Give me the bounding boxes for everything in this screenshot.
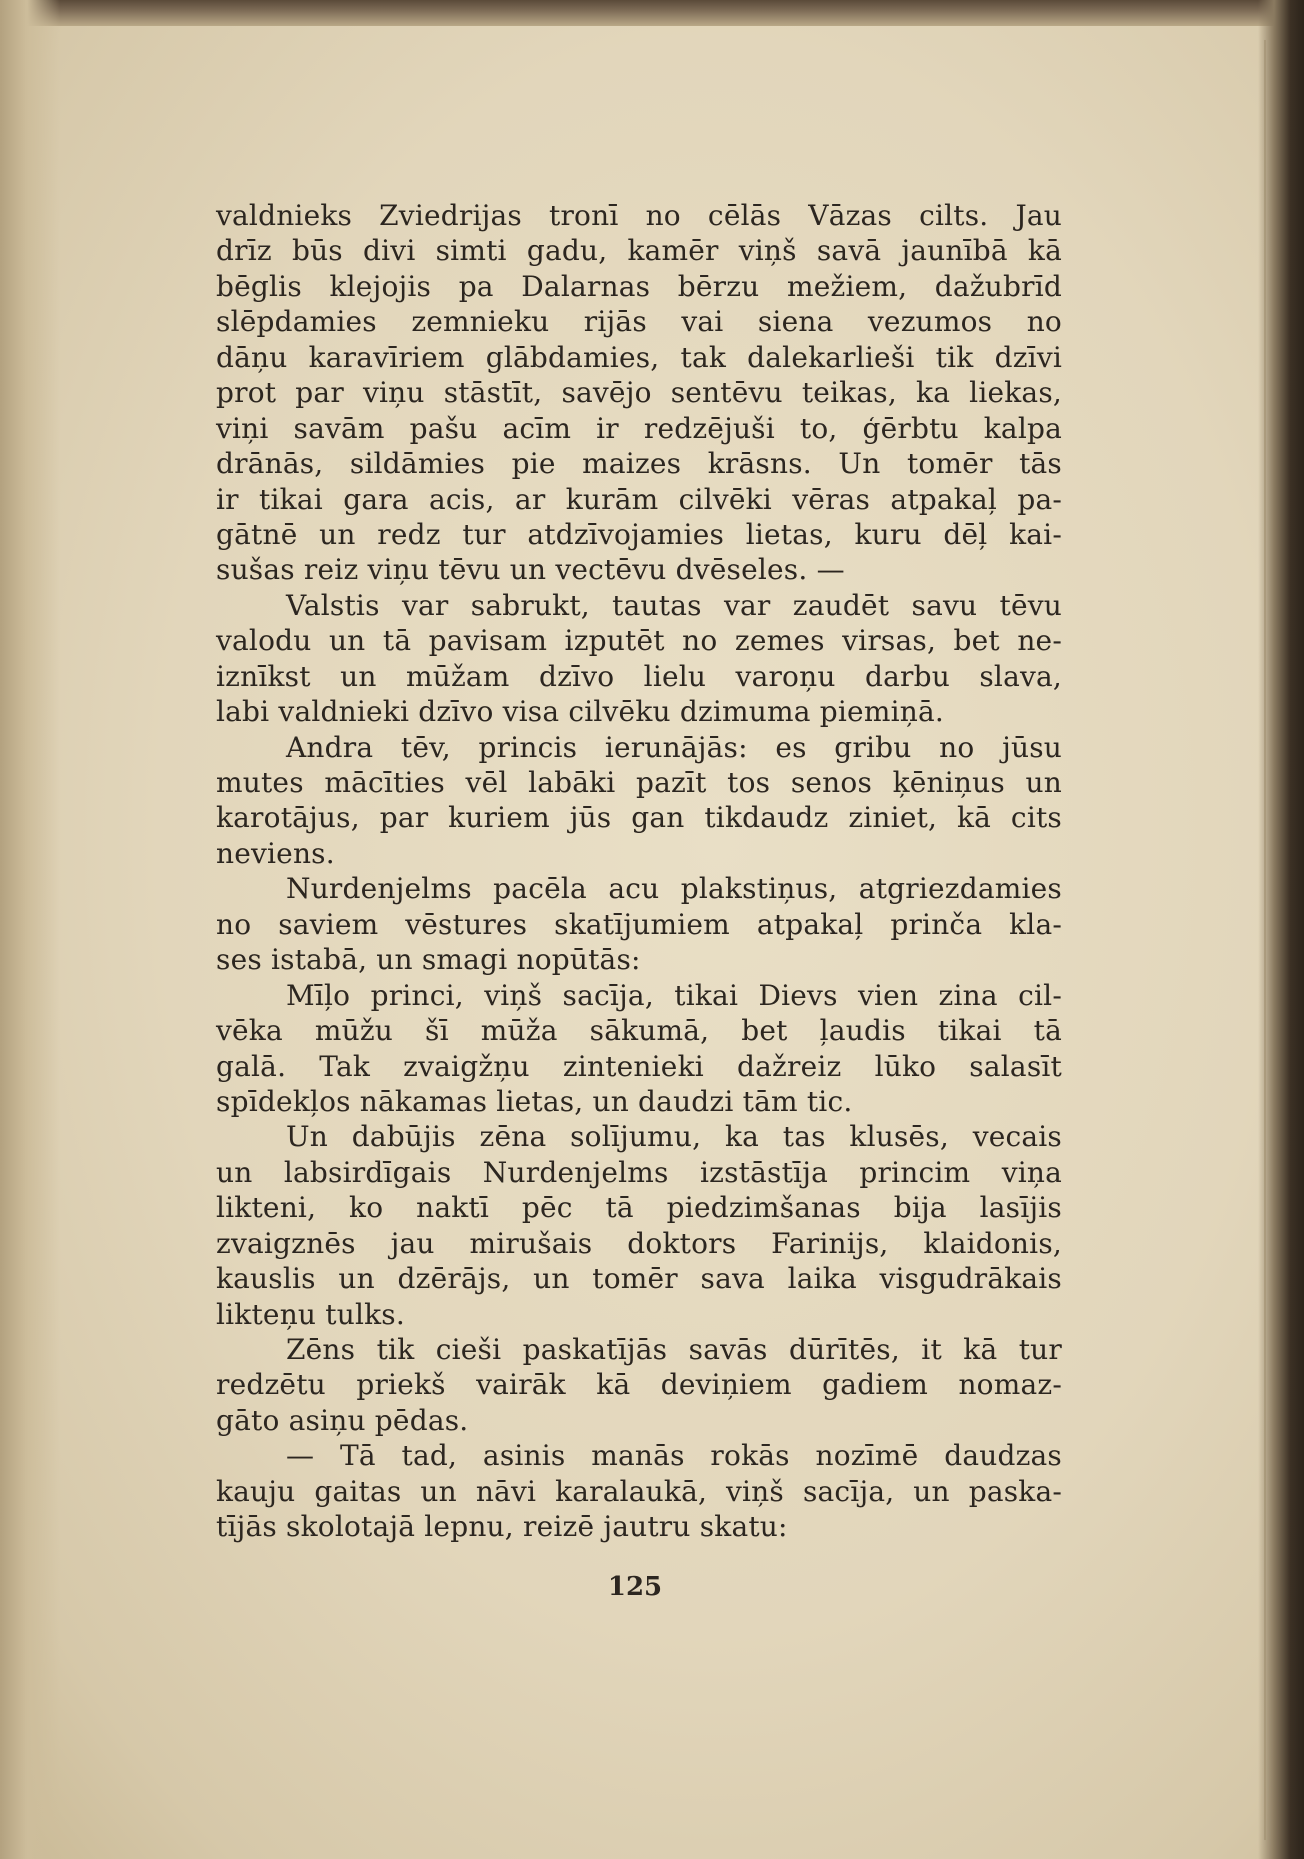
text-line: zvaigznēs jau mirušais doktors Farinijs, klaidonis, xyxy=(216,1226,1062,1260)
text-line: kauslis un dzērājs, un tomēr sava laika visgudrākais xyxy=(216,1262,1062,1296)
text-line: Valstis var sabrukt, tautas var zaudēt savu tēvu xyxy=(286,588,1062,622)
text-line: gātnē un redz tur atdzīvojamies lietas, kuru dēļ kai- xyxy=(216,517,1062,551)
page-number: 125 xyxy=(607,1572,663,1602)
text-line: Andra tēv, princis ierunājās: es gribu no jūsu xyxy=(286,730,1062,764)
text-line: tījās skolotajā lepnu, reizē jautru skatu: xyxy=(216,1510,788,1544)
text-line: Un dabūjis zēna solījumu, ka tas klusēs, vecais xyxy=(286,1120,1062,1154)
text-line: ses istabā, un smagi nopūtās: xyxy=(216,943,641,977)
text-line: likteņu tulks. xyxy=(216,1297,405,1331)
text-line: viņi savām pašu acīm ir redzējuši to, ģērbtu kalpa xyxy=(216,411,1062,445)
text-line: vēka mūžu šī mūža sākumā, bet ļaudis tikai tā xyxy=(216,1014,1062,1048)
page-top-edge xyxy=(0,0,1304,26)
text-line: drīz būs divi simti gadu, kamēr viņš savā jaunībā kā xyxy=(216,234,1062,268)
text-line: gāto asiņu pēdas. xyxy=(216,1403,469,1437)
text-line: un labsirdīgais Nurdenjelms izstāstīja princim viņa xyxy=(216,1155,1062,1189)
text-line: Mīļo princi, viņš sacīja, tikai Dievs vien zina cil- xyxy=(286,978,1062,1012)
text-line: ir tikai gara acis, ar kurām cilvēki vēras atpakaļ pa- xyxy=(216,482,1062,516)
text-line: kauju gaitas un nāvi karalaukā, viņš sacīja, un paska- xyxy=(216,1474,1062,1508)
text-line: iznīkst un mūžam dzīvo lielu varoņu darbu slava, xyxy=(216,659,1062,693)
text-line: sušas reiz viņu tēvu un vectēvu dvēseles. — xyxy=(216,553,845,587)
text-line: likteni, ko naktī pēc tā piedzimšanas bija lasījis xyxy=(216,1191,1062,1225)
text-line: Zēns tik cieši paskatījās savās dūrītēs, it kā tur xyxy=(286,1333,1062,1366)
text-line: no saviem vēstures skatījumiem atpakaļ prinča kla- xyxy=(216,907,1062,941)
text-line: bēglis klejojis pa Dalarnas bērzu mežiem, dažubrīd xyxy=(216,269,1062,303)
text-line: labi valdnieki dzīvo visa cilvēku dzimuma piemiņā. xyxy=(216,695,944,729)
page-fold-line xyxy=(1264,40,1266,1840)
text-line: mutes mācīties vēl labāki pazīt tos senos ķēniņus un xyxy=(216,766,1062,799)
text-line: dāņu karavīriem glābdamies, tak dalekarlieši tik dzīvi xyxy=(216,340,1062,374)
text-line: valdnieks Zviedrijas tronī no cēlās Vāzas cilts. Jau xyxy=(216,199,1062,232)
text-line: galā. Tak zvaigžņu zintenieki dažreiz lūko salasīt xyxy=(216,1049,1062,1083)
text-line: karotājus, par kuriem jūs gan tikdaudz ziniet, kā cits xyxy=(216,801,1062,835)
text-line: prot par viņu stāstīt, savējo sentēvu teikas, ka liekas, xyxy=(216,376,1062,410)
text-line: — Tā tad, asinis manās rokās nozīmē daudzas xyxy=(286,1439,1062,1473)
text-line: valodu un tā pavisam izputēt no zemes virsas, bet ne- xyxy=(216,624,1062,658)
text-line: neviens. xyxy=(216,836,335,870)
text-line: slēpdamies zemnieku rijās vai siena vezumos no xyxy=(216,305,1062,339)
text-line: redzētu priekš vairāk kā deviņiem gadiem nomaz- xyxy=(216,1368,1062,1402)
text-line: Nurdenjelms pacēla acu plakstiņus, atgriezdamies xyxy=(286,872,1062,906)
text-line: spīdekļos nākamas lietas, un daudzi tām tic. xyxy=(216,1084,853,1118)
body-text xyxy=(216,198,1062,1545)
text-line: drānās, sildāmies pie maizes krāsns. Un tomēr tās xyxy=(216,447,1062,481)
